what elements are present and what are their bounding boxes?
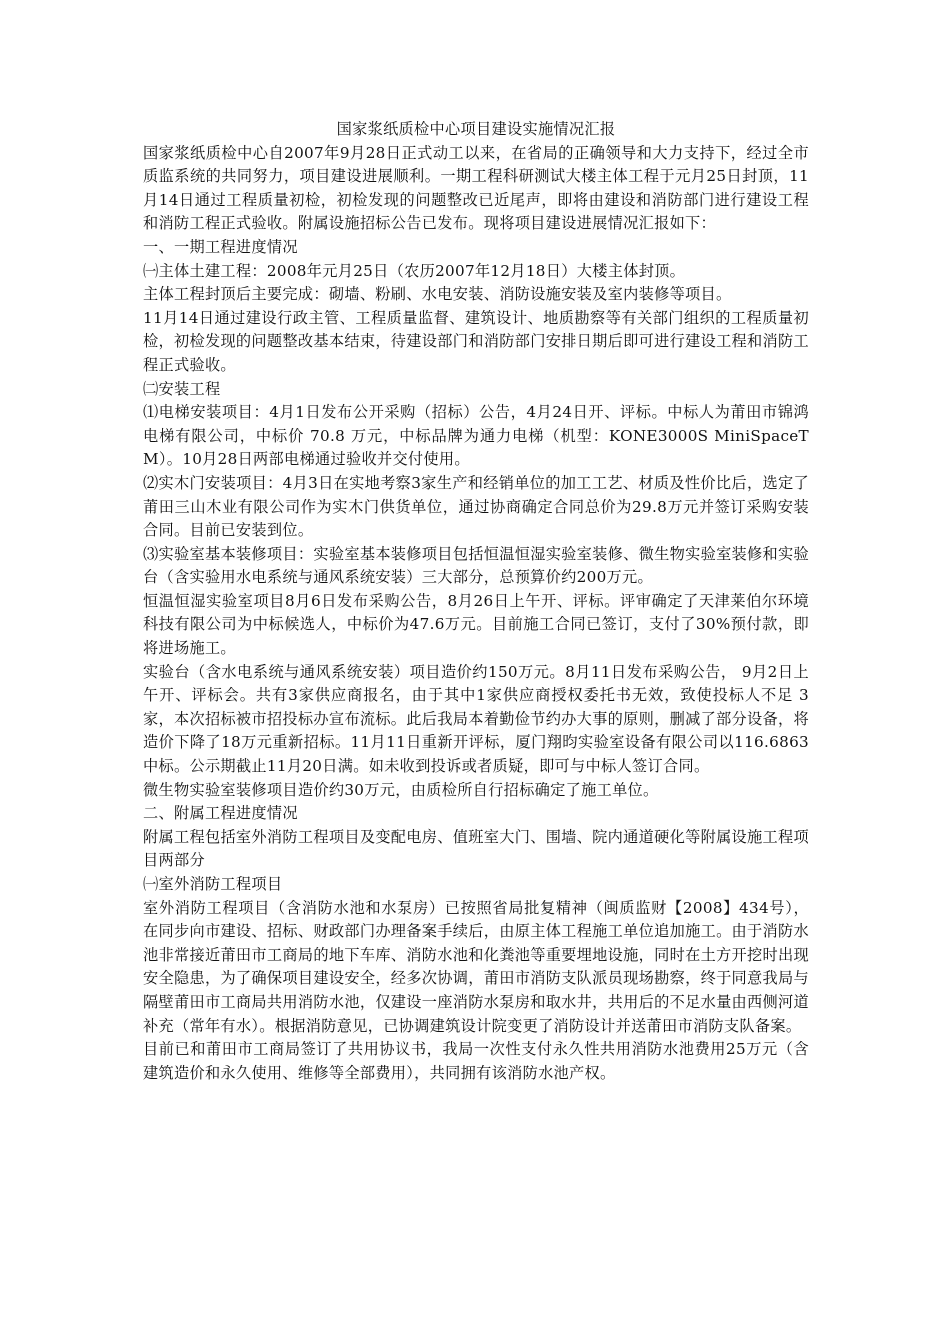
paragraph-constant-temp-lab: 恒温恒湿实验室项目8月6日发布采购公告，8月26日上午开、评标。评审确定了天津莱伯尔环境科技有限公司为中标候选人，中标价为47.6万元。目前施工合同已签订，支付了30%预付款，即将进场施工。: [143, 591, 809, 658]
subsection-heading-fire-protection: ㈠室外消防工程项目: [143, 875, 283, 893]
subsection-heading-installation: ㈡安装工程: [143, 379, 221, 398]
paragraph-main-structure: ㈠主体土建工程：2008年元月25日（农历2007年12月18日）大楼主体封顶。: [143, 261, 686, 280]
section-heading-phase-one: 一、一期工程进度情况: [143, 237, 298, 256]
paragraph-wooden-doors: ⑵实木门安装项目：4月3日在实地考察3家生产和经销单位的加工工艺、材质及性价比后，选定了莆田三山木业有限公司作为实木门供货单位，通过协商确定合同总价为29.8万元并签订采购安装合同。目前已安装到位。: [143, 473, 809, 540]
paragraph-ancillary-scope: 附属工程包括室外消防工程项目及变配电房、值班室大门、围墙、院内通道硬化等附属设施工程项目两部分: [143, 827, 809, 870]
paragraph-fire-protection: 室外消防工程项目（含消防水池和水泵房）已按照省局批复精神（闽质监财【2008】434号），在同步向市建设、招标、财政部门办理备案手续后，由原主体工程施工单位追加施工。由于消防水池非常接近莆田市工商局的地下车库、消防水池和化粪池等重要埋地设施，同时在土方开挖时出现安全隐患，为了确保项目建设安全，经多次协调，莆田市消防支队派员现场勘察，终于同意我局与隔壁莆田市工商局共用消防水池，仅建设一座消防水泵房和取水井，共用后的不足水量由西侧河道补充（常年有水）。根据消防意见，已协调建筑设计院变更了消防设计并送莆田市消防支队备案。: [143, 898, 809, 1035]
paragraph-elevator: ⑴电梯安装项目：4月1日发布公开采购（招标）公告，4月24日开、评标。中标人为莆田市锦鸿电梯有限公司，中标价 70.8 万元，中标品牌为通力电梯（机型：KONE3000S MiniSpaceTM）。10月28日两部电梯通过验收并交付使用。: [143, 403, 809, 469]
paragraph-shared-pool-agreement: 目前已和莆田市工商局签订了共用协议书，我局一次性支付永久性共用消防水池费用25万元（含建筑造价和永久使用、维修等全部费用），共同拥有该消防水池产权。: [143, 1040, 809, 1082]
section-heading-ancillary: 二、附属工程进度情况: [143, 804, 298, 823]
document-title: 国家浆纸质检中心项目建设实施情况汇报: [336, 120, 616, 138]
document-page: [143, 118, 809, 1085]
paragraph-quality-inspection: 11月14日通过建设行政主管、工程质量监督、建筑设计、地质勘察等有关部门组织的工程质量初检，初检发现的问题整改基本结束，待建设部门和消防部门安排日期后即可进行建设工程和消防工程正式验收。: [143, 308, 809, 374]
paragraph-main-completed: 主体工程封顶后主要完成：砌墙、粉刷、水电安装、消防设施安装及室内装修等项目。: [143, 285, 732, 304]
paragraph-lab-bench: 实验台（含水电系统与通风系统安装）项目造价约150万元。8月11日发布采购公告， 9月2日上午开、评标会。共有3家供应商报名，由于其中1家供应商授权委托书无效，致使投标人不足 3 家，本次招标被市招投标办宣布流标。此后我局本着勤俭节约办大事的原则，删减了部分设备，将造价下降了18万元重新招标。11月11日重新开评标，厦门翔昀实验室设备有限公司以116.6863中标。公示期截止11月20日满。如未收到投诉或者质疑，即可与中标人签订合同。: [143, 662, 809, 776]
paragraph-lab-decoration: ⑶实验室基本装修项目：实验室基本装修项目包括恒温恒湿实验室装修、微生物实验室装修和实验台（含实验用水电系统与通风系统安装）三大部分，总预算价约200万元。: [143, 544, 809, 587]
paragraph-microbiology-lab: 微生物实验室装修项目造价约30万元，由质检所自行招标确定了施工单位。: [143, 780, 659, 799]
paragraph-intro: 国家浆纸质检中心自2007年9月28日正式动工以来，在省局的正确领导和大力支持下，经过全市质监系统的共同努力，项目建设进展顺利。一期工程科研测试大楼主体工程于元月25日封顶，11月14日通过工程质量初检，初检发现的问题整改已近尾声，即将由建设和消防部门进行建设工程和消防工程正式验收。附属设施招标公告已发布。现将项目建设进展情况汇报如下：: [143, 143, 809, 233]
